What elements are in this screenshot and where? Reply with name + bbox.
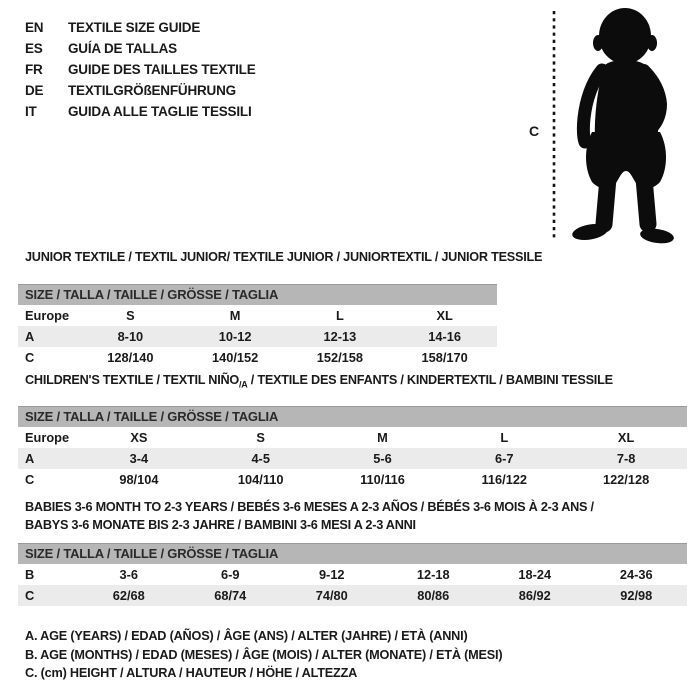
table-cell: 152/158 (316, 350, 363, 365)
toddler-silhouette-icon (571, 8, 675, 245)
table-cell: 110/116 (360, 472, 405, 487)
size-header-bar: SIZE / TALLA / TAILLE / GRÖSSE / TAGLIA (18, 406, 687, 427)
column-header: S (126, 308, 135, 323)
height-measure-label: C (529, 123, 540, 139)
table-cell: 10-12 (218, 329, 252, 344)
language-row-it (25, 101, 256, 122)
column-header: M (377, 430, 388, 445)
table-row-age-years (18, 326, 497, 347)
table-cell: 122/128 (602, 472, 650, 487)
table-cell: 7-8 (616, 451, 636, 466)
size-header-bar: SIZE / TALLA / TAILLE / GRÖSSE / TAGLIA (18, 543, 687, 564)
table-cell: 9-12 (318, 567, 345, 582)
footnote-legend (25, 627, 502, 683)
size-header-bar: SIZE / TALLA / TAILLE / GRÖSSE / TAGLIA (18, 284, 497, 305)
babies-title-line1: BABIES 3-6 MONTH TO 2-3 YEARS / BEBÉS 3-6 MESES A 2-3 AÑOS / BÉBÉS 3-6 MOIS À 2-3 ANS / (25, 500, 594, 514)
column-header: M (229, 308, 241, 323)
table-cell: 3-6 (119, 567, 138, 582)
children-section-title (25, 373, 613, 390)
table-cell: 8-10 (117, 329, 144, 344)
language-row-es (25, 38, 256, 59)
column-header: L (335, 308, 344, 323)
language-code: ES (25, 41, 43, 56)
column-header: S (256, 430, 265, 445)
row-label: B (25, 567, 35, 582)
column-header: XL (436, 308, 453, 323)
table-cell: 158/170 (421, 350, 468, 365)
table-cell: 104/110 (237, 472, 284, 487)
table-cell: 74/80 (315, 588, 348, 603)
table-cell: 24-36 (619, 567, 653, 582)
table-cell: 80/86 (417, 588, 450, 603)
row-label-europe: Europe (25, 430, 70, 445)
guide-title-fr: GUIDE DES TAILLES TEXTILE (68, 62, 256, 77)
table-cell: 3-4 (129, 451, 149, 466)
babies-title-line2: BABYS 3-6 MONATE BIS 2-3 JAHRE / BAMBINI 3-6 MESI A 2-3 ANNI (25, 518, 416, 532)
table-cell: 128/140 (107, 350, 154, 365)
table-row-height-cm (18, 347, 497, 368)
footnote-a: A. AGE (YEARS) / EDAD (AÑOS) / ÂGE (ANS) / ALTER (JAHRE) / ETÀ (ANNI) (25, 629, 468, 643)
table-row-age-years (18, 448, 687, 469)
table-cell: 14-16 (428, 329, 461, 344)
table-cell: 4-5 (251, 451, 270, 466)
language-code: FR (25, 62, 43, 77)
row-label: C (25, 588, 35, 603)
column-header: XS (130, 430, 148, 445)
row-label-europe: Europe (25, 308, 70, 323)
children-title-suffix: / TEXTILE DES ENFANTS / KINDERTEXTIL / BAMBINI TESSILE (247, 373, 613, 387)
table-cell: 98/104 (119, 472, 159, 487)
children-title-prefix: CHILDREN'S TEXTILE / TEXTIL NIÑO (25, 373, 240, 387)
table-cell: 68/74 (214, 588, 247, 603)
footnote-b: B. AGE (MONTHS) / EDAD (MESES) / ÂGE (MOIS) / ALTER (MONATE) / ETÀ (MESI) (25, 647, 503, 662)
row-label: A (25, 329, 35, 344)
children-title-subscript: /A (239, 379, 248, 390)
column-header: L (500, 430, 509, 445)
table-row-age-months (18, 564, 687, 585)
language-row-en (25, 17, 256, 38)
table-cell: 12-18 (416, 567, 450, 582)
junior-section-title: JUNIOR TEXTILE / TEXTIL JUNIOR/ TEXTILE JUNIOR / JUNIORTEXTIL / JUNIOR TESSILE (25, 250, 543, 264)
babies-size-table (18, 543, 687, 606)
junior-size-table (18, 284, 497, 368)
table-cell: 116/122 (481, 472, 528, 487)
table-cell: 12-13 (323, 329, 357, 344)
children-size-table (18, 406, 687, 490)
table-row-europe (18, 305, 497, 326)
row-label: C (25, 350, 35, 365)
column-header: XL (617, 430, 635, 445)
guide-title-it: GUIDA ALLE TAGLIE TESSILI (68, 104, 252, 119)
guide-title-es: GUÍA DE TALLAS (68, 41, 177, 56)
language-code: EN (25, 20, 44, 35)
table-cell: 62/68 (112, 588, 145, 603)
table-row-height-cm (18, 585, 687, 606)
table-cell: 6-9 (221, 567, 240, 582)
table-cell: 92/98 (620, 588, 653, 603)
language-code: IT (25, 104, 37, 119)
table-cell: 86/92 (518, 588, 551, 603)
table-row-europe (18, 427, 687, 448)
table-cell: 6-7 (495, 451, 514, 466)
footnote-c: C. (cm) HEIGHT / ALTURA / HAUTEUR / HÖHE / ALTEZZA (25, 666, 358, 680)
babies-section-title (25, 498, 594, 534)
table-cell: 18-24 (518, 567, 552, 582)
guide-title-en: TEXTILE SIZE GUIDE (68, 20, 201, 35)
language-code: DE (25, 83, 44, 98)
row-label: A (25, 451, 35, 466)
language-title-list (25, 17, 256, 122)
row-label: C (25, 472, 35, 487)
language-row-fr (25, 59, 256, 80)
table-cell: 5-6 (373, 451, 392, 466)
guide-title-de: TEXTILGRÖßENFÜHRUNG (68, 83, 236, 98)
table-cell: 140/152 (211, 350, 259, 365)
table-row-height-cm (18, 469, 687, 490)
language-row-de (25, 80, 256, 101)
child-silhouette-figure (520, 0, 700, 250)
